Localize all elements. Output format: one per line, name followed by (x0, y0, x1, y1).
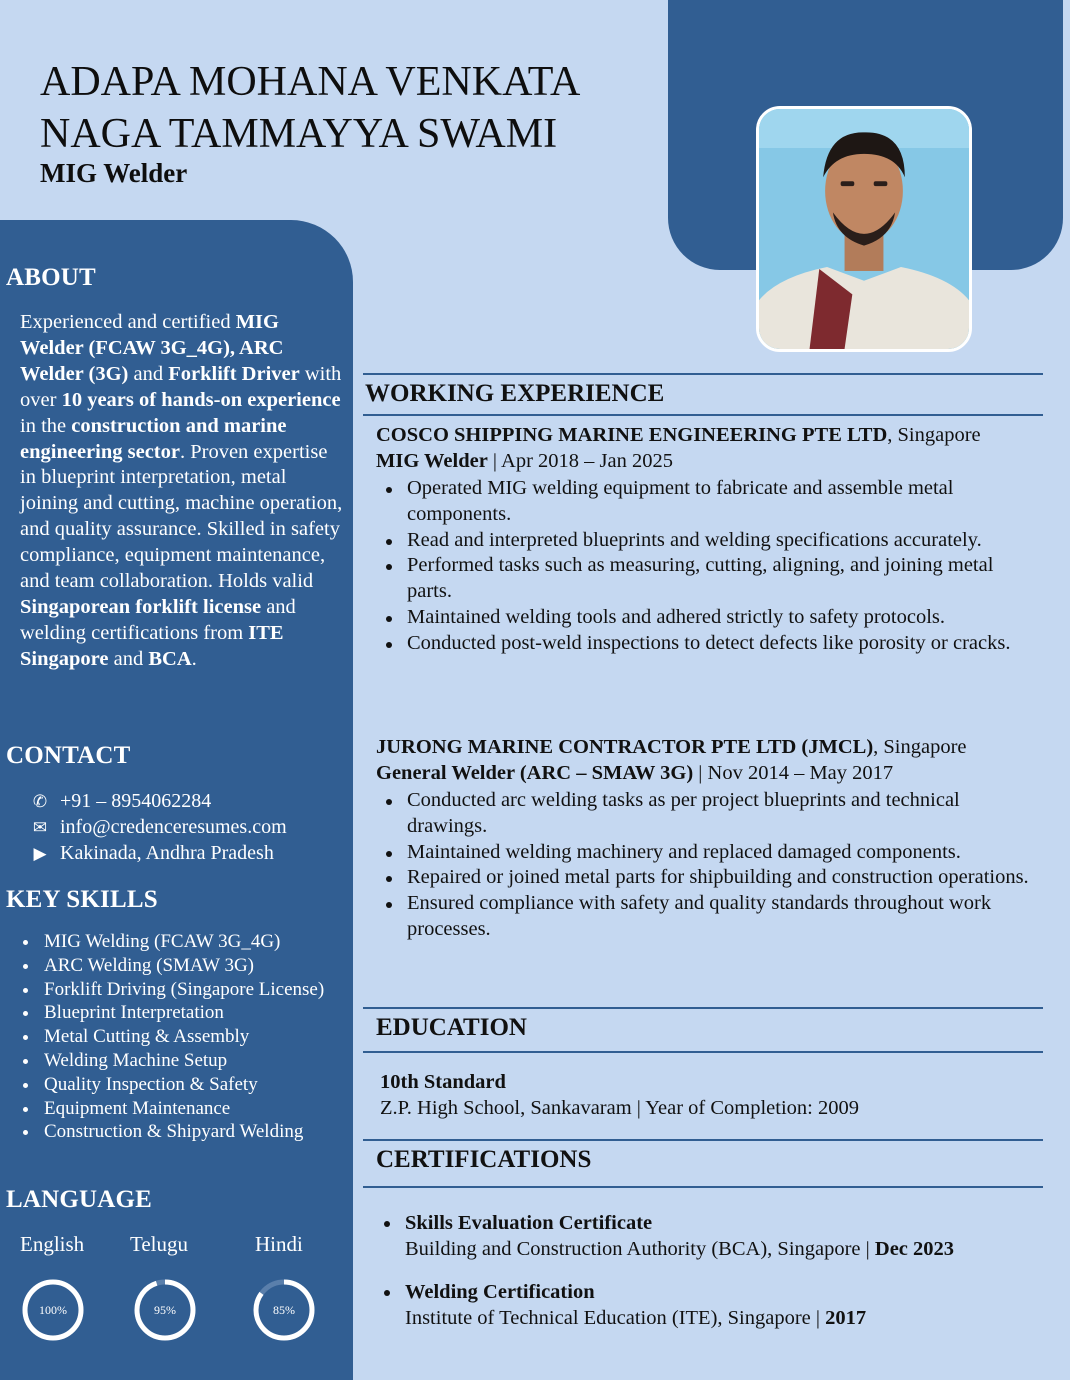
mail-icon: ✉ (32, 817, 48, 837)
job-role: MIG Welder (376, 450, 488, 472)
company-name: JURONG MARINE CONTRACTOR PTE LTD (JMCL) (376, 736, 874, 758)
language-ring-hindi (252, 1278, 316, 1342)
language-ring-telugu (133, 1278, 197, 1342)
contact-phone (20, 790, 211, 813)
skill-item: Metal Cutting & Assembly (22, 1025, 347, 1049)
list-item: Performed tasks such as measuring, cutting, aligning, and joining metal parts. (376, 553, 1041, 605)
divider (363, 414, 1043, 416)
about-text: Experienced and certified MIG Welder (FCAW 3G_4G), ARC Welder (3G) and Forklift Driver with over 10 years of hands-on experience in the construction and marine engineering sector. Proven expertise in blueprint interpretation, metal joining and cutting, machine operation, and quality assurance. Skilled in safety compliance, equipment maintenance, and team collaboration. Holds valid Singaporean forklift license and welding certifications from ITE Singapore and BCA. (20, 311, 343, 670)
job-role-line (376, 448, 1041, 474)
list-item: Ensured compliance with safety and quality standards throughout work processes. (376, 891, 1041, 943)
skill-item: Construction & Shipyard Welding (22, 1120, 347, 1144)
main-content (363, 0, 1043, 1380)
language-level-hindi: 85% (273, 1303, 295, 1317)
language-name-telugu: Telugu (130, 1232, 189, 1256)
about-heading: ABOUT (6, 264, 96, 291)
phone-number[interactable]: +91 – 8954062284 (60, 790, 212, 812)
divider (363, 1051, 1043, 1053)
education-degree: 10th Standard (380, 1071, 506, 1093)
sidebar (0, 220, 353, 1380)
education-details: Z.P. High School, Sankavaram | Year of Completion: 2009 (380, 1097, 859, 1119)
experience-heading: WORKING EXPERIENCE (365, 380, 665, 407)
certification-title: Welding Certification (405, 1281, 595, 1303)
certification-date: Dec 2023 (874, 1238, 955, 1260)
language-name-english: English (20, 1232, 85, 1256)
contact-heading: CONTACT (6, 742, 131, 769)
language-ring-english (21, 1278, 85, 1342)
company-name: COSCO SHIPPING MARINE ENGINEERING PTE LTD (376, 424, 888, 446)
language-level-telugu: 95% (154, 1303, 176, 1317)
skill-item: MIG Welding (FCAW 3G_4G) (22, 930, 347, 954)
phone-icon: ✆ (32, 791, 48, 811)
list-item: Repaired or joined metal parts for shipbuilding and construction operations. (376, 865, 1041, 891)
list-item: Conducted post-weld inspections to detect defects like porosity or cracks. (376, 631, 1041, 657)
certification-issuer: Institute of Technical Education (ITE), Singapore | (405, 1307, 826, 1329)
certification-issuer: Building and Construction Authority (BCA), Singapore | (405, 1238, 875, 1260)
list-item: Conducted arc welding tasks as per project blueprints and technical drawings. (376, 788, 1041, 840)
language-heading: LANGUAGE (6, 1186, 153, 1213)
list-item: Maintained welding tools and adhered strictly to safety protocols. (376, 605, 1041, 631)
job-entry-cosco (376, 422, 1041, 657)
skill-item: Quality Inspection & Safety (22, 1073, 347, 1097)
skills-list (22, 930, 347, 1144)
language-name-hindi: Hindi (255, 1232, 303, 1256)
contact-email (20, 816, 287, 839)
list-item: Read and interpreted blueprints and welding specifications accurately. (376, 528, 1041, 554)
location-arrow-icon: ▶ (33, 843, 47, 863)
job-company-line: COSCO SHIPPING MARINE ENGINEERING PTE LTD, Singapore (376, 424, 981, 446)
job-title: MIG Welder (40, 158, 188, 188)
contact-location (20, 842, 274, 865)
skill-item: Forklift Driving (Singapore License) (22, 978, 347, 1002)
job-role: General Welder (ARC – SMAW 3G) (376, 762, 694, 784)
job-bullets (376, 788, 1041, 943)
certification-title: Skills Evaluation Certificate (405, 1212, 653, 1234)
language-level-english: 100% (39, 1303, 67, 1317)
name-line-2: NAGA TAMMAYYA SWAMI (40, 111, 558, 157)
job-entry-jmcl (376, 734, 1041, 943)
divider (363, 1186, 1043, 1188)
skill-item: ARC Welding (SMAW 3G) (22, 954, 347, 978)
certifications-heading: CERTIFICATIONS (376, 1146, 592, 1173)
list-item: Operated MIG welding equipment to fabricate and assemble metal components. (376, 476, 1041, 528)
job-role-line (376, 760, 1041, 786)
job-bullets (376, 476, 1041, 657)
certification-item (405, 1279, 1045, 1331)
education-heading: EDUCATION (376, 1014, 527, 1041)
skill-item: Equipment Maintenance (22, 1097, 347, 1121)
location-text: Kakinada, Andhra Pradesh (60, 842, 274, 864)
divider (363, 1139, 1043, 1141)
divider (363, 1007, 1043, 1009)
skill-item: Welding Machine Setup (22, 1049, 347, 1073)
job-dates: | Apr 2018 – Jan 2025 (487, 450, 673, 472)
skill-item: Blueprint Interpretation (22, 1001, 347, 1025)
job-dates: | Nov 2014 – May 2017 (693, 762, 894, 784)
divider (363, 373, 1043, 375)
certification-date: 2017 (825, 1307, 867, 1329)
education-entry (380, 1069, 859, 1121)
certification-item (405, 1210, 1045, 1262)
email-address[interactable]: info@credenceresumes.com (60, 816, 287, 838)
name-line-1: ADAPA MOHANA VENKATA (40, 59, 581, 105)
job-company-line: JURONG MARINE CONTRACTOR PTE LTD (JMCL), Singapore (376, 736, 967, 758)
list-item: Maintained welding machinery and replaced damaged components. (376, 840, 1041, 866)
skills-heading: KEY SKILLS (6, 886, 158, 913)
